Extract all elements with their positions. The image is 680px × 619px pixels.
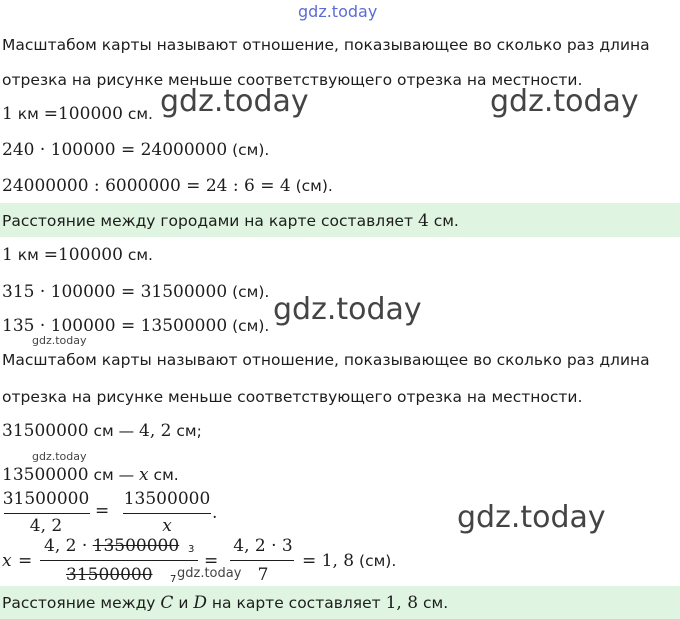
watermark-large-3: gdz.today xyxy=(273,292,422,327)
frac4-numerator: 4, 2 · 3 xyxy=(233,536,293,556)
frac3-num-reduced: 3 xyxy=(188,544,195,555)
calc-line-4 xyxy=(2,316,269,336)
prop-unit: см — xyxy=(88,466,140,484)
frac3-den-reduced: 7 xyxy=(170,574,177,585)
proportion-line-2 xyxy=(2,465,179,485)
frac4-denominator: 7 xyxy=(257,565,269,585)
conv-lhs: 1 xyxy=(2,245,13,265)
result-unit: (см). xyxy=(354,552,397,570)
frac1-numerator: 31500000 xyxy=(2,489,90,509)
definition-line-1: Масштабом карты называют отношение, показывающее во сколько раз длина xyxy=(2,36,650,54)
prop-value: 4, 2 xyxy=(139,421,172,441)
conv-lhs: 1 xyxy=(2,104,13,124)
frac2-denominator: x xyxy=(162,516,172,536)
prop-number: 31500000 xyxy=(2,421,89,441)
calc-line-2 xyxy=(2,176,333,196)
equals-sign-3: = xyxy=(204,551,219,571)
frac2-bar xyxy=(123,513,211,514)
calc-line-1 xyxy=(2,140,269,160)
frac1-denominator: 4, 2 xyxy=(29,516,63,536)
calc-unit: (см). xyxy=(227,283,270,301)
frac2-numerator: 13500000 xyxy=(123,489,211,509)
point-c: C xyxy=(160,593,174,613)
watermark-small-2: gdz.today xyxy=(32,450,87,463)
prop-number: 13500000 xyxy=(2,465,89,485)
answer-unit: см. xyxy=(428,212,459,230)
calc-unit: (см). xyxy=(227,141,270,159)
conversion-line-1 xyxy=(2,104,153,124)
prop-variable: x xyxy=(139,465,149,485)
conv-km: км xyxy=(12,105,44,123)
calc-expression: 24000000 : 6000000 = 24 : 6 = 4 xyxy=(2,176,291,196)
frac3-numerator xyxy=(44,536,179,556)
frac3-den-struck: 31500000 xyxy=(66,565,153,585)
prop-end: см. xyxy=(148,466,179,484)
x-variable: x xyxy=(2,551,12,571)
watermark-large-2: gdz.today xyxy=(490,84,639,119)
prop-end: см; xyxy=(171,422,202,440)
answer-line-2 xyxy=(2,593,448,613)
conversion-line-2 xyxy=(2,245,153,265)
conv-km: км xyxy=(12,246,44,264)
conv-cm: см. xyxy=(122,105,153,123)
frac3-num-factor: 4, 2 · xyxy=(44,536,93,556)
definition-line-3: Масштабом карты называют отношение, показывающее во сколько раз длина xyxy=(2,351,650,369)
calc-expression: 315 · 100000 = 31500000 xyxy=(2,282,228,302)
answer-line-1 xyxy=(2,211,459,231)
answer-text: Расстояние между городами на карте составляет xyxy=(2,212,418,230)
calc-unit: (см). xyxy=(290,177,333,195)
answer-text: Расстояние между xyxy=(2,594,161,612)
watermark-large-1: gdz.today xyxy=(160,84,309,119)
answer-value: 4 xyxy=(417,211,429,231)
answer-unit: см. xyxy=(418,594,449,612)
answer-and: и xyxy=(173,594,194,612)
equals-sign-1: = xyxy=(95,501,110,521)
frac4-bar xyxy=(230,560,294,561)
prop-unit: см — xyxy=(88,422,140,440)
conv-cm: см. xyxy=(122,246,153,264)
watermark-large-4: gdz.today xyxy=(457,500,606,535)
frac3-bar xyxy=(40,560,198,561)
point-d: D xyxy=(193,593,207,613)
frac3-num-struck: 13500000 xyxy=(92,536,180,556)
definition-line-2: отрезка на рисунке меньше соответствующего отрезка на местности. xyxy=(2,71,583,89)
frac-period: . xyxy=(212,503,218,523)
conv-rhs: =100000 xyxy=(43,104,123,124)
result-line xyxy=(302,551,396,571)
answer-value: 1, 8 xyxy=(385,593,419,613)
calc-line-3 xyxy=(2,282,269,302)
calc-unit: (см). xyxy=(227,317,270,335)
definition-line-4: отрезка на рисунке меньше соответствующего отрезка на местности. xyxy=(2,388,583,406)
equals-sign-2: = xyxy=(18,551,33,571)
calc-expression: 135 · 100000 = 13500000 xyxy=(2,316,228,336)
answer-text: на карте составляет xyxy=(207,594,386,612)
watermark-small-3: gdz.today xyxy=(177,566,242,581)
watermark-top: gdz.today xyxy=(298,2,378,21)
calc-expression: 240 · 100000 = 24000000 xyxy=(2,140,228,160)
proportion-line-1 xyxy=(2,421,202,441)
watermark-small-1: gdz.today xyxy=(32,334,87,347)
frac1-bar xyxy=(4,513,90,514)
result-value: = 1, 8 xyxy=(302,551,355,571)
conv-rhs: =100000 xyxy=(43,245,123,265)
